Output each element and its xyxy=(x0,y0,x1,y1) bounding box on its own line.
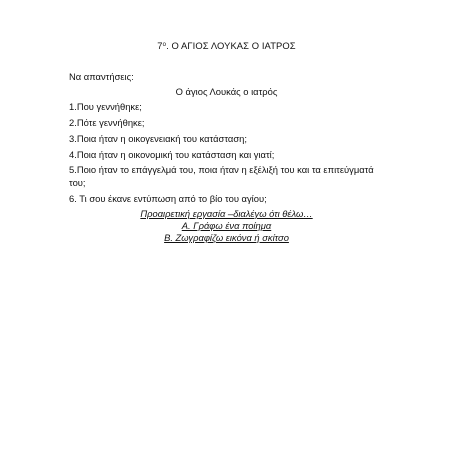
question-3: 3.Ποια ήταν η οικογενειακή του κατάσταση; xyxy=(69,133,247,144)
question-4: 4.Ποια ήταν η οικονομική του κατάσταση και γιατί; xyxy=(69,149,275,160)
question-2: 2.Πότε γεννήθηκε; xyxy=(69,117,145,128)
optional-task-heading: Προαιρετική εργασία –διαλέγω ότι θέλω… xyxy=(140,208,313,219)
title-text: . Ο ΑΓΙΟΣ ΛΟΥΚΑΣ Ο ΙΑΤΡΟΣ xyxy=(166,40,296,51)
question-5: 5.Ποιο ήταν το επάγγελμά του, ποια ήταν η εξέλιξή του και τα επιτεύγματά του; xyxy=(69,164,374,188)
instructions-text: Να απαντήσεις: xyxy=(69,71,134,82)
question-1: 1.Που γεννήθηκε; xyxy=(69,101,142,112)
question-6: 6. Τι σου έκανε εντύπωση από το βίο του αγίου; xyxy=(69,193,267,204)
page-title xyxy=(0,40,453,51)
subtitle: Ο άγιος Λουκάς ο ιατρός xyxy=(175,86,278,97)
option-a: Α. Γράφω ένα ποίημα xyxy=(181,220,272,231)
title-number: 7 xyxy=(157,40,163,51)
title-superscript: ο xyxy=(162,42,167,48)
option-b: Β. Ζωγραφίζω εικόνα ή σκίτσο xyxy=(164,232,289,243)
